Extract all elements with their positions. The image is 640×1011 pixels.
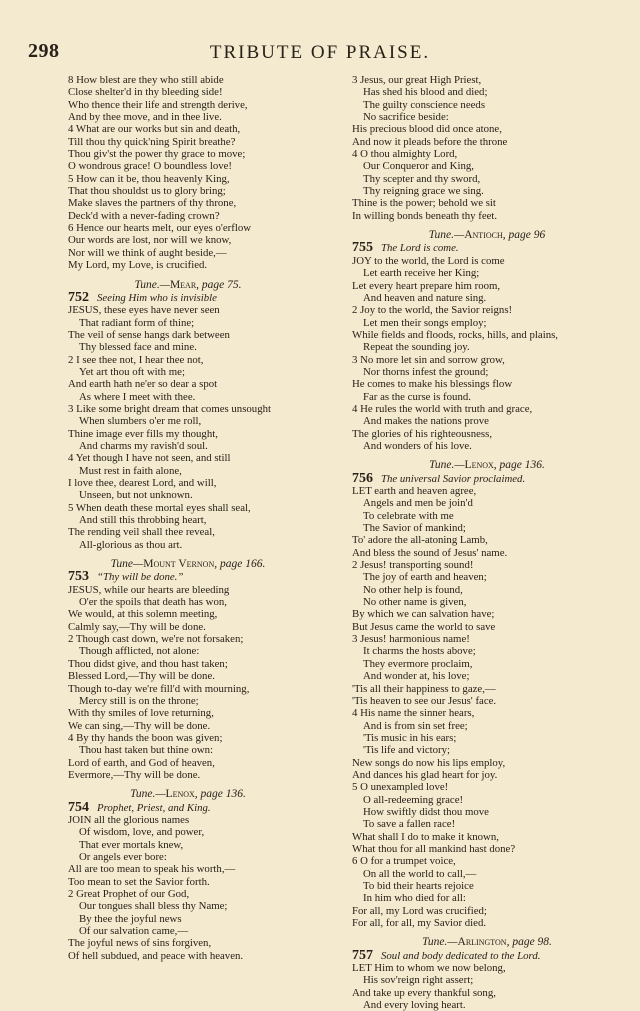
- verse-line: Let earth receive her King;: [363, 267, 480, 280]
- verse-line: 8 How blest are they who still abide: [68, 74, 224, 86]
- verse-line: While fields and floods, rocks, hills, and plains,: [352, 328, 559, 341]
- stanza: [68, 584, 308, 633]
- verse-line: 'Tis heaven to see our Jesus' face.: [352, 694, 497, 707]
- stanza: [352, 633, 622, 707]
- stanza: [68, 452, 308, 501]
- verse-line: By thee the joyful news: [79, 912, 182, 925]
- verse-line: 4 His name the sinner hears,: [352, 707, 475, 720]
- hymn-subtitle: The universal Savior proclaimed.: [381, 472, 526, 485]
- verse-line: To save a fallen race!: [363, 818, 456, 831]
- tune-name: Lenox: [464, 459, 494, 472]
- tune-name: Mount Vernon: [143, 558, 215, 571]
- stanza: [352, 74, 622, 148]
- verse-line: All are too mean to speak his worth,—: [68, 863, 236, 876]
- verse-line: Deck'd with a never-fading crown?: [68, 209, 220, 222]
- stanza: [352, 559, 622, 633]
- verse-line: Too mean to set the Savior forth.: [68, 875, 210, 888]
- verse-line: 2 Jesus! transporting sound!: [352, 559, 474, 572]
- verse-line: 3 Like some bright dream that comes unsought: [68, 402, 272, 415]
- stanza: [68, 354, 308, 403]
- verse-line: And makes the nations prove: [363, 415, 489, 428]
- verse-line: Let men their songs employ;: [363, 316, 487, 329]
- verse-line: New songs do now his lips employ,: [352, 756, 506, 769]
- hymn-number: 757: [352, 947, 373, 963]
- verse-line: Of wisdom, love, and power,: [79, 826, 205, 839]
- hymn-subtitle: “Thy will be done.”: [97, 571, 184, 584]
- stanza: [352, 255, 622, 304]
- verse-line: His precious blood did once atone,: [352, 123, 502, 136]
- verse-line: The guilty conscience needs: [363, 98, 486, 111]
- stanza: [68, 222, 308, 271]
- hymn-heading: [352, 242, 622, 254]
- tune-prefix: Tune.—: [429, 459, 465, 472]
- verse-line: And earth hath ne'er so dear a spot: [68, 378, 218, 391]
- hymn-subtitle: The Lord is come.: [381, 242, 459, 255]
- verse-line: I love thee, dearest Lord, and will,: [68, 477, 217, 489]
- verse-line: The joyful news of sins forgiven,: [68, 937, 212, 950]
- verse-line: And wonder at, his love;: [363, 670, 470, 683]
- verse-line: And bless the sound of Jesus' name.: [352, 546, 508, 559]
- verse-line: 6 Hence our hearts melt, our eyes o'erflow: [68, 222, 252, 235]
- verse-line: Or angels ever bore:: [79, 850, 167, 863]
- tune-suffix: , page 75.: [196, 278, 242, 291]
- verse-line: With thy smiles of love returning,: [68, 707, 214, 720]
- stanza: [68, 74, 308, 123]
- verse-line: 4 What are our works but sin and death,: [68, 123, 241, 136]
- verse-line: 'Tis all their happiness to gaze,—: [352, 682, 496, 695]
- verse-line: The glories of his righteousness,: [352, 427, 493, 440]
- verse-line: By which we can salvation have;: [352, 608, 495, 621]
- verse-line: Who thence their life and strength derive,: [68, 98, 248, 111]
- verse-line: JESUS, these eyes have never seen: [68, 304, 220, 317]
- verse-line: Mercy still is on the throne;: [79, 694, 199, 707]
- verse-line: Thine is the power; behold we sit: [352, 197, 496, 210]
- verse-line: We would, at this solemn meeting,: [68, 608, 218, 621]
- hymn-heading: [352, 947, 622, 963]
- verse-line: Nor thorns infest the ground;: [363, 365, 489, 378]
- verse-line: Thy blessed face and mine.: [79, 341, 197, 354]
- verse-line: And take up every thankful song,: [352, 986, 496, 999]
- verse-line: And dances his glad heart for joy.: [352, 768, 498, 781]
- tune-name: Mear: [169, 278, 197, 291]
- verse-line: 'Tis life and victory;: [363, 744, 451, 757]
- verse-line: 3 No more let sin and sorrow grow,: [352, 353, 505, 366]
- verse-line: Of our salvation came,—: [79, 925, 189, 938]
- tune-suffix: , page 96: [502, 229, 546, 242]
- hymn-number: 754: [68, 799, 89, 815]
- verse-line: LET Him to whom we now belong,: [352, 962, 506, 975]
- verse-line: What shall I do to make it known,: [352, 830, 499, 843]
- verse-line: 'Tis music in his ears;: [363, 731, 457, 744]
- verse-line: The veil of sense hangs dark between: [68, 328, 230, 341]
- page-number: 298: [28, 40, 60, 62]
- verse-line: 5 How can it be, thou heavenly King,: [68, 172, 230, 185]
- verse-line: JOY to the world, the Lord is come: [352, 254, 505, 267]
- verse-line: 6 O for a trumpet voice,: [352, 855, 456, 868]
- verse-line: All-glorious as thou art.: [79, 538, 183, 551]
- verse-line: Has shed his blood and died;: [363, 86, 488, 99]
- hymn-heading: [68, 289, 308, 305]
- stanza: [352, 148, 622, 222]
- verse-line: Let every heart prepare him room,: [352, 279, 501, 292]
- verse-line: That thou shouldst us to glory bring;: [68, 185, 226, 198]
- verse-line: He comes to make his blessings flow: [352, 378, 513, 391]
- tune-prefix: Tune.—: [134, 278, 170, 291]
- verse-line: Thy reigning grace we sing.: [363, 185, 484, 198]
- hymn-subtitle: Soul and body dedicated to the Lord.: [381, 949, 541, 962]
- verse-line: Blessed Lord,—Thy will be done.: [68, 670, 215, 683]
- verse-line: Thou didst give, and thou hast taken;: [68, 657, 228, 670]
- hymn-heading: [68, 799, 308, 815]
- verse-line: Our Conqueror and King,: [363, 160, 474, 173]
- stanza: [352, 855, 622, 929]
- verse-line: 3 Jesus! harmonious name!: [352, 633, 470, 646]
- verse-line: Lord of earth, and God of heaven,: [68, 756, 215, 769]
- left-column: [68, 74, 308, 962]
- verse-line: Nor will we think of aught beside,—: [68, 246, 227, 259]
- verse-line: But Jesus came the world to save: [352, 620, 496, 633]
- verse-line: Must rest in faith alone,: [79, 464, 182, 477]
- tune-suffix: , page 98.: [506, 936, 552, 949]
- verse-line: Calmly say,—Thy will be done.: [68, 620, 206, 633]
- verse-line: 5 When death these mortal eyes shall seal,: [68, 501, 251, 514]
- verse-line: In him who died for all:: [363, 892, 466, 905]
- hymn-subtitle: Seeing Him who is invisible: [97, 291, 217, 304]
- verse-line: Thou hast taken but thine own:: [79, 744, 214, 757]
- verse-line: No other name is given,: [363, 596, 467, 609]
- tune-name: Arlington: [457, 936, 507, 949]
- running-title: TRIBUTE OF PRAISE.: [209, 42, 431, 63]
- verse-line: Close shelter'd in thy bleeding side!: [68, 86, 223, 99]
- verse-line: What thou for all mankind hast done?: [352, 842, 516, 855]
- verse-line: No sacrifice beside:: [363, 111, 449, 124]
- verse-line: 2 I see thee not, I hear thee not,: [68, 353, 204, 366]
- stanza: [352, 403, 622, 452]
- verse-line: 4 O thou almighty Lord,: [352, 148, 458, 161]
- verse-line: And every loving heart.: [363, 999, 466, 1011]
- verse-line: They evermore proclaim,: [363, 657, 473, 670]
- verse-line: O wondrous grace! O boundless love!: [68, 160, 233, 173]
- verse-line: To bid their hearts rejoice: [363, 880, 474, 892]
- verse-line: O'er the spoils that death has won,: [79, 596, 227, 609]
- verse-line: The rending veil shall thee reveal,: [68, 526, 215, 539]
- tune-name: Antioch: [464, 229, 503, 242]
- tune-suffix: , page 136.: [194, 788, 246, 801]
- stanza: [352, 354, 622, 403]
- verse-line: Yet art thou oft with me;: [79, 365, 185, 378]
- verse-line: 3 Jesus, our great High Priest,: [352, 74, 482, 86]
- page-header: [28, 40, 612, 64]
- verse-line: JESUS, while our hearts are bleeding: [68, 583, 230, 596]
- tune-line: [352, 936, 622, 948]
- hymn-number: 752: [68, 289, 89, 305]
- verse-line: And wonders of his love.: [363, 439, 472, 452]
- tune-prefix: Tune.—: [428, 229, 465, 242]
- verse-line: 2 Joy to the world, the Savior reigns!: [352, 304, 513, 317]
- stanza: [352, 485, 622, 559]
- verse-line: Our words are lost, nor will we know,: [68, 234, 232, 247]
- verse-line: And now it pleads before the throne: [352, 135, 508, 148]
- verse-line: And heaven and nature sing.: [363, 291, 487, 304]
- verse-line: And charms my ravish'd soul.: [79, 439, 208, 452]
- verse-line: We can sing,—Thy will be done.: [68, 719, 211, 732]
- verse-line: Thy scepter and thy sword,: [363, 172, 481, 185]
- verse-line: Thou giv'st the power thy grace to move;: [68, 148, 246, 161]
- verse-line: Till thou thy quick'ning Spirit breathe?: [68, 135, 236, 148]
- verse-line: Though to-day we're fill'd with mourning,: [68, 682, 250, 695]
- tune-line: [68, 788, 308, 800]
- tune-line: [68, 279, 308, 291]
- verse-line: 4 By thy hands the boon was given;: [68, 731, 223, 744]
- verse-line: No other help is found,: [363, 583, 463, 596]
- hymn-subtitle: Prophet, Priest, and King.: [97, 801, 211, 814]
- verse-line: Unseen, but not unknown.: [79, 489, 193, 502]
- verse-line: Though afflicted, not alone:: [79, 645, 200, 658]
- stanza: [68, 502, 308, 551]
- tune-prefix: Tune—: [110, 558, 144, 571]
- verse-line: Repeat the sounding joy.: [363, 341, 470, 354]
- verse-line: Thine image ever fills my thought,: [68, 427, 218, 440]
- tune-suffix: , page 136.: [493, 459, 545, 472]
- stanza: [352, 707, 622, 781]
- stanza: [68, 683, 308, 732]
- verse-line: 5 O unexampled love!: [352, 781, 449, 794]
- verse-line: Far as the curse is found.: [363, 390, 471, 403]
- verse-line: Of hell subdued, and peace with heaven.: [68, 949, 244, 962]
- verse-line: O all-redeeming grace!: [363, 793, 464, 806]
- verse-line: As where I meet with thee.: [79, 390, 196, 403]
- verse-line: And is from sin set free;: [363, 719, 468, 732]
- verse-line: 4 Yet though I have not seen, and still: [68, 452, 231, 465]
- stanza: [352, 781, 622, 855]
- stanza: [68, 732, 308, 781]
- verse-line: For all, for all, my Savior died.: [352, 917, 487, 930]
- tune-prefix: Tune.—: [130, 788, 166, 801]
- verse-line: Evermore,—Thy will be done.: [68, 768, 201, 781]
- stanza: [68, 123, 308, 172]
- stanza: [68, 304, 308, 353]
- verse-line: 4 He rules the world with truth and grace,: [352, 402, 533, 415]
- verse-line: 2 Great Prophet of our God,: [68, 888, 190, 900]
- stanza: [352, 304, 622, 353]
- right-column: [352, 74, 622, 1011]
- verse-line: Angels and men be join'd: [363, 497, 473, 510]
- verse-line: The Savior of mankind;: [363, 522, 466, 535]
- verse-line: LET earth and heaven agree,: [352, 485, 477, 497]
- hymn-heading: [68, 571, 308, 583]
- tune-suffix: , page 166.: [214, 558, 266, 571]
- verse-line: My Lord, my Love, is crucified.: [68, 259, 208, 272]
- verse-line: Our tongues shall bless thy Name;: [79, 900, 228, 913]
- stanza: [68, 814, 308, 888]
- verse-line: And still this throbbing heart,: [79, 514, 207, 527]
- tune-name: Lenox: [165, 788, 195, 801]
- hymn-heading: [352, 470, 622, 486]
- hymn-number: 753: [68, 569, 89, 585]
- verse-line: In willing bonds beneath thy feet.: [352, 209, 498, 222]
- verse-line: The joy of earth and heaven;: [363, 571, 487, 584]
- verse-line: That ever mortals knew,: [79, 838, 184, 851]
- tune-line: [352, 229, 622, 241]
- verse-line: When slumbers o'er me roll,: [79, 415, 202, 428]
- tune-line: [352, 459, 622, 471]
- verse-line: 2 Though cast down, we're not forsaken;: [68, 633, 244, 646]
- stanza: [68, 403, 308, 452]
- stanza: [352, 962, 622, 1011]
- stanza: [68, 173, 308, 222]
- stanza: [68, 633, 308, 682]
- verse-line: It charms the hosts above;: [363, 645, 476, 658]
- verse-line: How swiftly didst thou move: [363, 805, 489, 818]
- hymn-number: 756: [352, 470, 373, 486]
- hymn-number: 755: [352, 240, 373, 256]
- tune-prefix: Tune.—: [422, 936, 458, 949]
- verse-line: His sov'reign right assert;: [363, 974, 474, 987]
- verse-line: And by thee move, and in thee live.: [68, 111, 222, 124]
- stanza: [68, 888, 308, 962]
- verse-line: On all the world to call,—: [363, 867, 477, 880]
- tune-line: [68, 558, 308, 570]
- verse-line: Make slaves the partners of thy throne,: [68, 197, 237, 210]
- verse-line: For all, my Lord was crucified;: [352, 904, 487, 917]
- verse-line: That radiant form of thine;: [79, 316, 195, 329]
- verse-line: To' adore the all-atoning Lamb,: [352, 534, 488, 547]
- verse-line: To celebrate with me: [363, 509, 454, 522]
- verse-line: JOIN all the glorious names: [68, 813, 190, 826]
